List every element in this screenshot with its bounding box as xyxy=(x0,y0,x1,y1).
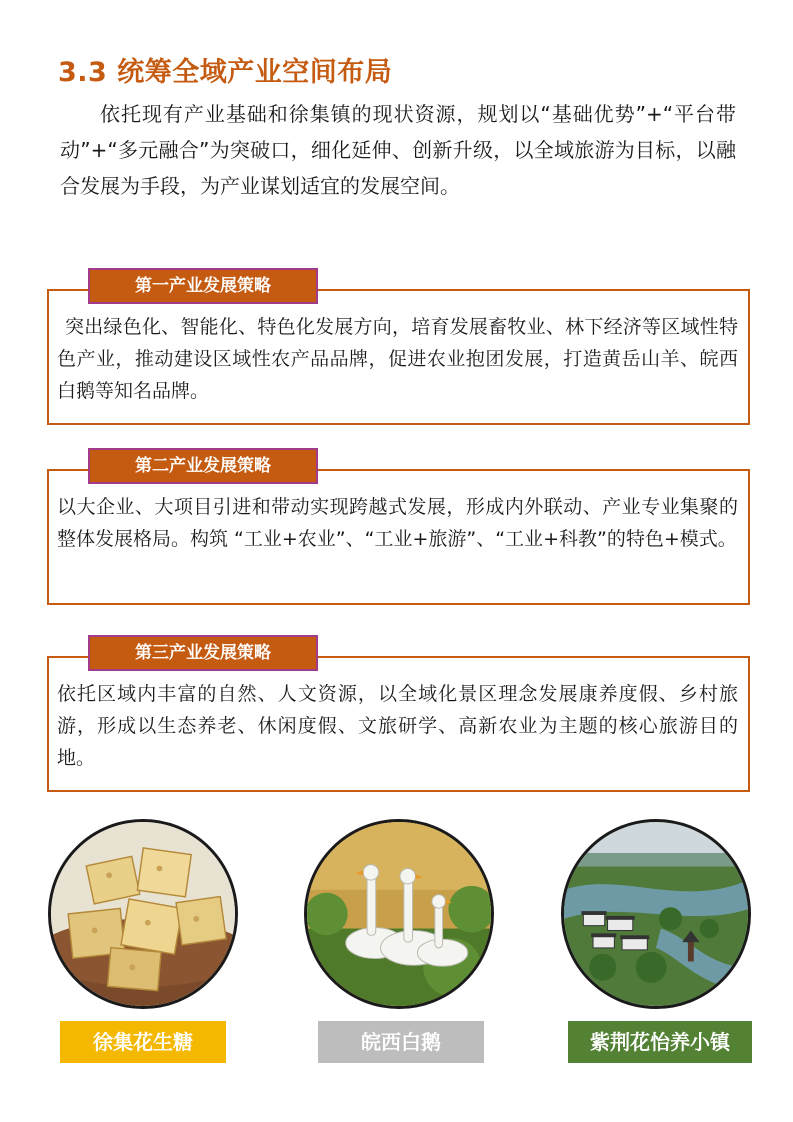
strategy-text-secondary: 以大企业、大项目引进和带动实现跨越式发展，形成内外联动、产业专业集聚的整体发展格局。构筑 “工业+农业”、“工业+旅游”、“工业+科教”的特色+模式。 xyxy=(57,496,738,550)
strategy-text-primary: 突出绿色化、智能化、特色化发展方向，培育发展畜牧业、林下经济等区域性特色产业，推动建设区域性农产品品牌，促进农业抱团发展，打造黄岳山羊、皖西白鹅等知名品牌。 xyxy=(57,316,738,402)
caption-white-geese: 皖西白鹅 xyxy=(318,1021,484,1063)
peanut-candy-image xyxy=(51,822,235,1006)
caption-peanut-candy: 徐集花生糖 xyxy=(60,1021,226,1063)
section-title: 3.3 统筹全域产业空间布局 xyxy=(58,57,393,88)
peanut-candy-photo xyxy=(48,819,238,1009)
white-geese-image xyxy=(307,822,491,1006)
strategy-box-tertiary xyxy=(47,656,750,792)
intro-paragraph: 依托现有产业基础和徐集镇的现状资源，规划以“基础优势”+“平台带动”+“多元融合”为突破口，细化延伸、创新升级，以全域旅游为目标，以融合发展为手段，为产业谋划适宜的发展空间。 xyxy=(60,102,736,198)
strategy-tab-secondary: 第二产业发展策略 xyxy=(88,448,318,484)
strategy-box-secondary xyxy=(47,469,750,605)
strategy-box-primary xyxy=(47,289,750,425)
white-geese-photo xyxy=(304,819,494,1009)
town-aerial-photo xyxy=(561,819,751,1009)
town-aerial-image xyxy=(564,822,748,1006)
caption-town: 紫荆花怡养小镇 xyxy=(568,1021,752,1063)
strategy-tab-tertiary: 第三产业发展策略 xyxy=(88,635,318,671)
strategy-tab-primary: 第一产业发展策略 xyxy=(88,268,318,304)
strategy-text-tertiary: 依托区域内丰富的自然、人文资源，以全域化景区理念发展康养度假、乡村旅游，形成以生态养老、休闲度假、文旅研学、高新农业为主题的核心旅游目的地。 xyxy=(57,683,738,769)
